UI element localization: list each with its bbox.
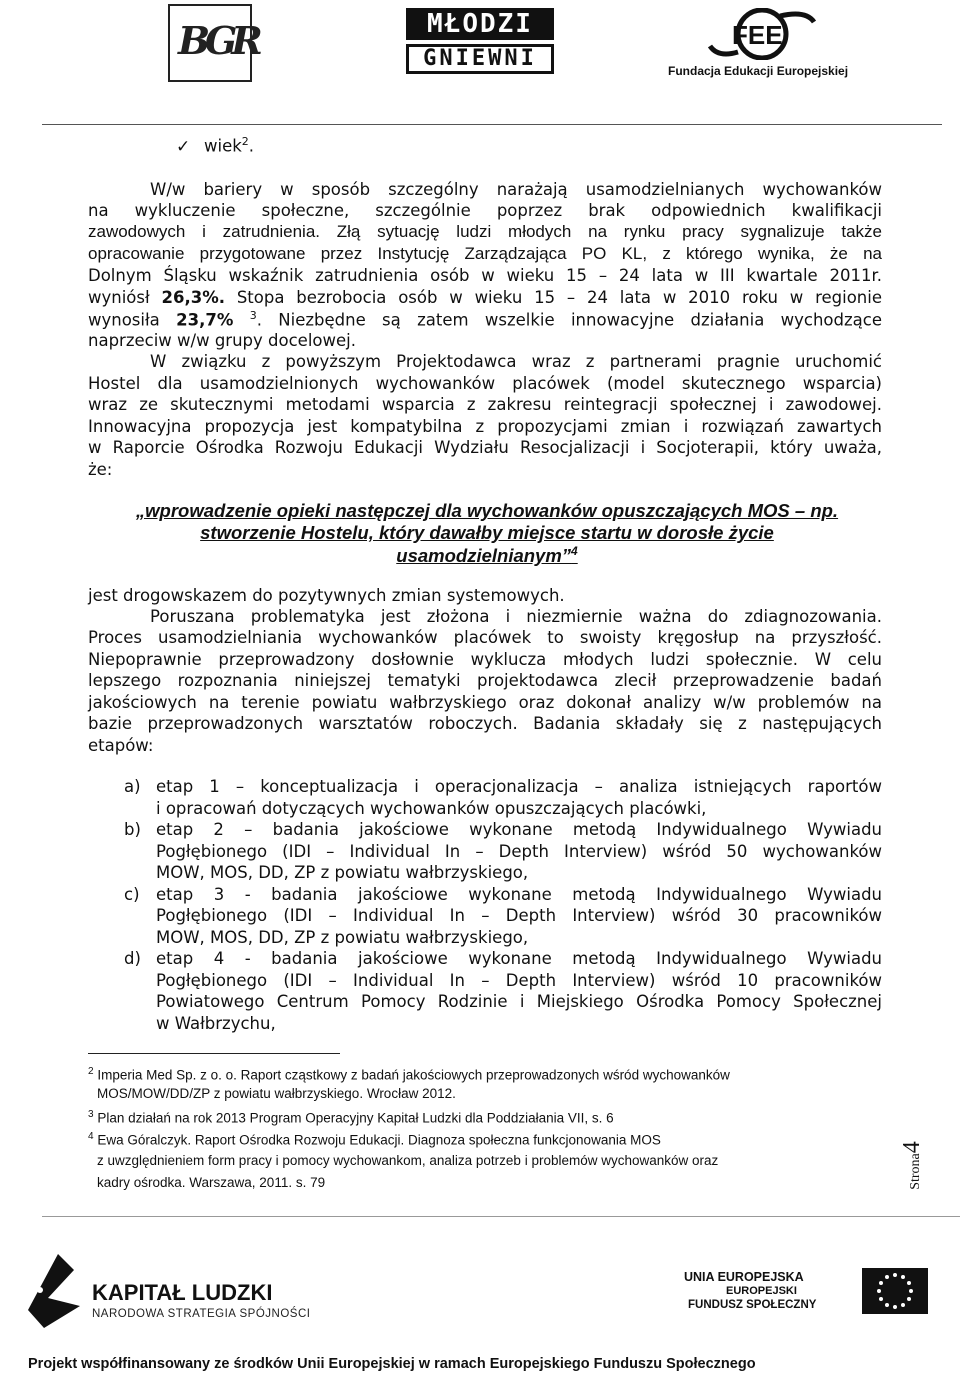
eu-line2: EUROPEJSKI <box>726 1285 797 1297</box>
paragraph-3-line: Poruszana problematyka jest złożona i niezmiernie ważna do zdiagnozowania. <box>150 607 882 626</box>
footnote-number: 4 <box>88 1131 94 1142</box>
paragraph-1-line: W/w bariery w sposób szczególny narażają usamodzielnianych wychowanków <box>150 180 882 199</box>
paragraph-1-line: naprzeciw w/w grupy docelowej. <box>88 331 356 350</box>
mlodzi-logo-line1: MŁODZI <box>406 8 554 40</box>
paragraph-2-line: wraz ze skutecznymi metodami wsparcia z zakresu reintegracji społecznej i zawodowej. <box>88 395 882 414</box>
footnote-item <box>88 1109 614 1126</box>
paragraph-2-line: że: <box>88 460 113 479</box>
footer <box>0 1216 960 1374</box>
employment-rate: 26,3%. <box>161 288 226 307</box>
list-marker: a) <box>124 777 141 796</box>
paragraph-1-line <box>88 288 882 307</box>
footnote-item <box>88 1066 730 1083</box>
kapital-ludzki-star-icon <box>18 1250 84 1330</box>
footnote-text: Imperia Med Sp. z o. o. Raport cząstkowy z badań jakościowych przeprowadzonych wśród wychowanków <box>97 1067 730 1083</box>
cofinancing-note: Projekt współfinansowany ze środków Unii Europejskiej w ramach Europejskiego Funduszu Społecznego <box>28 1356 756 1372</box>
list-item-line: Pogłębionego (IDI – Individual In – Depth Interview) wśród 50 wychowanków <box>156 842 882 861</box>
list-marker: c) <box>124 885 140 904</box>
footnote-number: 2 <box>88 1066 94 1077</box>
list-item-line: etap 4 - badania jakościowe wykonane metodą Indywidualnego Wywiadu <box>156 949 882 968</box>
check-item-text: wiek <box>204 136 242 156</box>
paragraph-3-line: Proces usamodzielniania wychowanków placówek to swoisty kręgosłup na przyszłość. <box>88 628 882 647</box>
footnote-ref: 2 <box>241 135 249 148</box>
list-item-line: Pogłębionego (IDI – Individual In – Depth Interview) wśród 10 pracowników <box>156 971 882 990</box>
text-run: wyniósł <box>88 288 162 307</box>
footnote-separator <box>88 1053 340 1054</box>
list-marker: b) <box>124 820 141 839</box>
mlodzi-logo-line2: GNIEWNI <box>406 44 554 74</box>
paragraph-2-line: w Raporcie Ośrodka Rozwoju Edukacji Wydziału Resocjalizacji i Socjoterapii, który uważa, <box>88 438 882 457</box>
page-label-rotated <box>899 1141 926 1190</box>
paragraph-2-line: W związku z powyższym Projektodawca wraz z partnerami pragnie uruchomić <box>150 352 882 371</box>
list-item-line: MOW, MOS, DD, ZP z powiatu wałbrzyskiego, <box>156 928 529 947</box>
footnote-item: MOS/MOW/DD/ZP z powiatu wałbrzyskiego. Wrocław 2012. <box>97 1086 456 1101</box>
check-list-item <box>176 135 254 157</box>
quote-line: „wprowadzenie opieki następczej dla wychowanków opuszczających MOS – np. <box>135 500 839 521</box>
paragraph-1-line: Dolnym Śląsku wskaźnik zatrudnienia osób w wieku 15 – 24 lata w III kwartale 2011r. <box>88 266 882 285</box>
paragraph-1-line: na wykluczenie społeczne, szczególnie poprzez brak odpowiednich kwalifikacji <box>88 201 882 220</box>
paragraph-1-line: zawodowych i zatrudnienia. Złą sytuację ludzi młodych na rynku pracy sygnalizuje także <box>88 222 882 241</box>
paragraph-3-line: lepszego rozpoznania niniejszej tematyki projektodawca zlecił przeprowadzenie badań <box>88 671 882 690</box>
list-item-line: i opracowań dotyczących wychowanków opuszczających placówki, <box>156 799 707 818</box>
list-item-line: MOW, MOS, DD, ZP z powiatu wałbrzyskiego, <box>156 863 529 882</box>
paragraph-2-line: Hostel dla usamodzielnionych wychowanków placówek (model skutecznego wsparcia) <box>88 374 882 393</box>
bgr-logo-text: BGR <box>178 18 257 63</box>
eu-logo <box>684 1270 944 1320</box>
checkmark-icon: ✓ <box>176 136 191 157</box>
fee-logo-text: FEE <box>732 20 783 50</box>
paragraph-3-line: bazie przeprowadzonych warsztatów roboczych. Badania składały się z następujących <box>88 714 882 733</box>
footnote-ref: 4 <box>571 544 578 558</box>
paragraph-3-line: etapów: <box>88 736 154 755</box>
list-item-line: etap 2 – badania jakościowe wykonane metodą Indywidualnego Wywiadu <box>156 820 882 839</box>
paragraph-3-line: Niepoprawnie przeprowadzony dosłownie wyklucza młodych ludzi społecznie. W celu <box>88 650 882 669</box>
text-run: Stopa bezrobocia osób w wieku 15 – 24 lata w 2010 roku w regionie <box>225 288 882 307</box>
list-item-line: Powiatowego Centrum Pomocy Rodzinie i Miejskiego Ośrodka Pomocy Społecznej <box>156 992 882 1011</box>
footnote-number: 3 <box>88 1109 94 1120</box>
quote-line: stworzenie Hostelu, który dawałby miejsce startu w dorosłe życie <box>200 522 774 543</box>
footnote-text: Plan działań na rok 2013 Program Operacyjny Kapitał Ludzki dla Poddziałania VII, s. 6 <box>97 1110 614 1126</box>
page-label: Strona <box>907 1153 923 1190</box>
list-item-line: etap 1 – konceptualizacja i operacjonalizacja – analiza istniejących raportów <box>156 777 882 796</box>
unemployment-rate: 23,7% <box>176 310 234 330</box>
list-item-line: Pogłębionego (IDI – Individual In – Depth Interview) wśród 30 pracowników <box>156 906 882 925</box>
paragraph-2-line: Innowacyjna propozycja jest kompatybilna z propozycjami zmian i rozwiązań zawartych <box>88 417 882 436</box>
paragraph-1-line: opracowanie przygotowane przez Instytucję Zarządzająca PO KL, z którego wynika, że na <box>88 244 882 263</box>
kl-subtitle: NARODOWA STRATEGIA SPÓJNOŚCI <box>92 1308 311 1320</box>
eu-line1: UNIA EUROPEJSKA <box>684 1270 804 1284</box>
list-item-line: w Wałbrzychu, <box>156 1014 276 1033</box>
paragraph-3-line: jakościowych na terenie powiatu wałbrzyskiego oraz dokonał analizy w/w problemów na <box>88 693 882 712</box>
text-run: wynosiła <box>88 310 177 330</box>
footnote-item: z uwzględnieniem form pracy i pomocy wychowankom, analiza potrzeb i problemów wychowanków oraz <box>97 1153 719 1168</box>
footnote-item <box>88 1131 661 1148</box>
footnote-text: Ewa Góralczyk. Raport Ośrodka Rozwoju Edukacji. Diagnoza społeczna funkcjonowania MOS <box>97 1132 661 1148</box>
footnote-item: kadry ośrodka. Warszawa, 2011. s. 79 <box>97 1175 326 1190</box>
page-number: 4 <box>898 1141 925 1154</box>
paragraph-1-line <box>88 309 882 330</box>
paragraph-3-line: jest drogowskazem do pozytywnych zmian systemowych. <box>88 586 565 605</box>
quote-line <box>92 544 882 567</box>
footnote-ref: 3 <box>249 309 257 322</box>
kl-title: KAPITAŁ LUDZKI <box>92 1280 273 1305</box>
eu-flag-icon <box>862 1268 928 1314</box>
list-item-line: etap 3 - badania jakościowe wykonane metodą Indywidualnego Wywiadu <box>156 885 882 904</box>
eu-line3: FUNDUSZ SPOŁECZNY <box>688 1299 817 1311</box>
quote-text: usamodzielnianym” <box>396 545 572 567</box>
fee-logo-caption: Fundacja Edukacji Europejskiej <box>668 64 849 78</box>
page-number-block <box>898 1120 960 1200</box>
text-run: . Niezbędne są zatem wszelkie innowacyjne działania wychodzące <box>256 310 882 330</box>
kapital-ludzki-logo <box>18 1250 311 1334</box>
check-item-end: . <box>248 136 255 156</box>
list-marker: d) <box>124 949 141 968</box>
